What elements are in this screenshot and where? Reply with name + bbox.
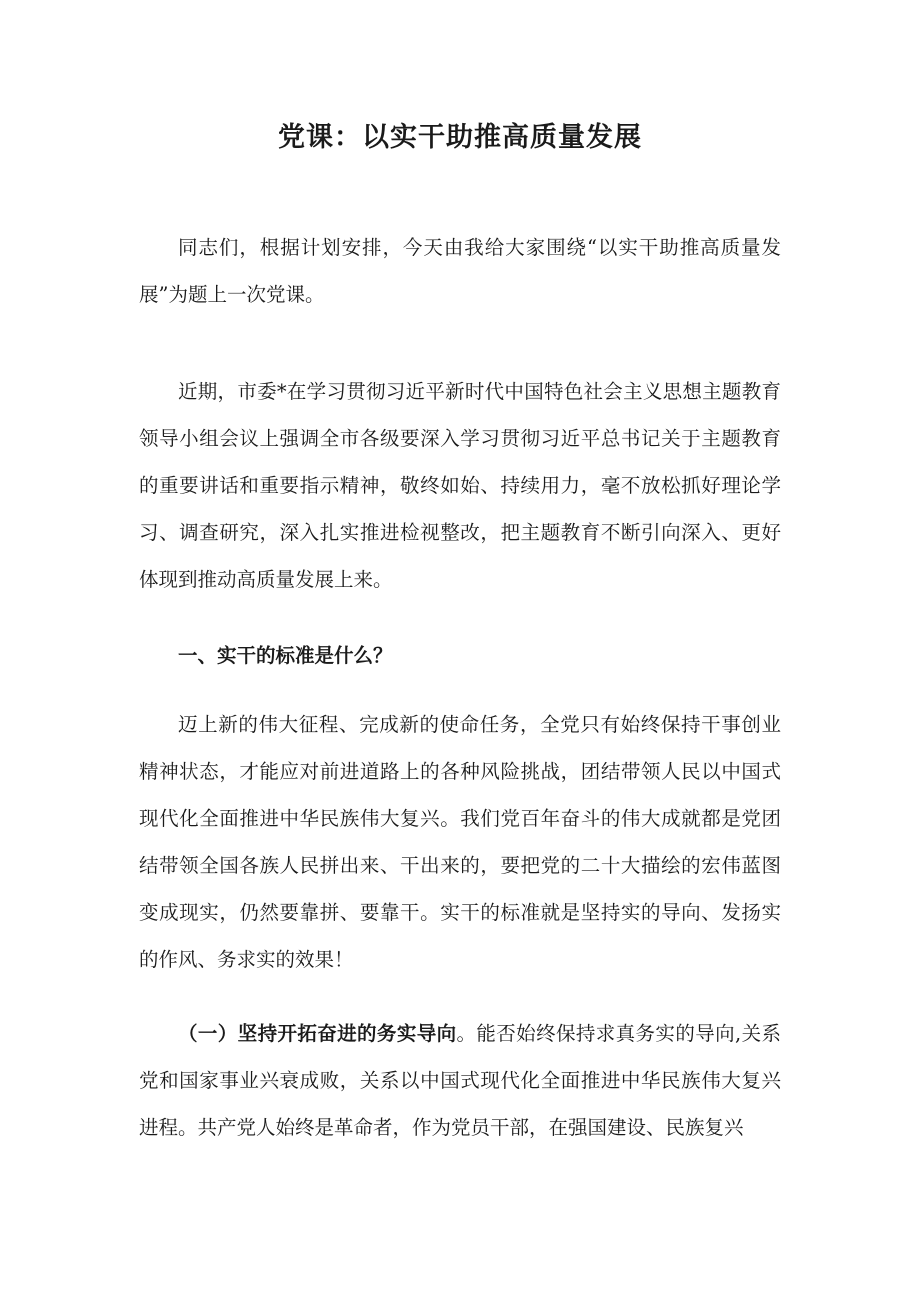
subsection-text: 。能否始终保持求真务实的导向,关系党和国家事业兴衰成败，关系以中国式现代化全面推进中华民族伟大复兴进程。共产党人始终是革命者，作为党员干部，在强国建设、民族复兴 [139, 1022, 781, 1139]
document-title: 党课：以实干助推高质量发展 [278, 122, 642, 153]
section-heading: 一、实干的标准是什么？ [178, 644, 393, 667]
subsection-lead: （一）坚持开拓奋进的务实导向 [178, 1022, 457, 1045]
paragraph-background: 近期，市委*在学习贯彻习近平新时代中国特色社会主义思想主题教育领导小组会议上强调全市各级要深入学习贯彻习近平总书记关于主题教育的重要讲话和重要指示精神，敬终如始、持续用力，毫不放松抓好理论学习、调查研究，深入扎实推进检视整改，把主题教育不断引向深入、更好体现到推动高质量发展上来。 [139, 380, 781, 591]
paragraph-opening: 同志们，根据计划安排，今天由我给大家围绕“以实干助推高质量发展”为题上一次党课。 [139, 236, 781, 306]
paragraph-section-one: 迈上新的伟大征程、完成新的使命任务，全党只有始终保持干事创业精神状态，才能应对前进道路上的各种风险挑战，团结带领人民以中国式现代化全面推进中华民族伟大复兴。我们党百年奋斗的伟大成就都是党团结带领全国各族人民拼出来、干出来的，要把党的二十大描绘的宏伟蓝图变成现实，仍然要靠拼、要靠干。实干的标准就是坚持实的导向、发扬实的作风、务求实的效果！ [139, 713, 781, 971]
paragraph-subsection-one [139, 1010, 781, 1151]
